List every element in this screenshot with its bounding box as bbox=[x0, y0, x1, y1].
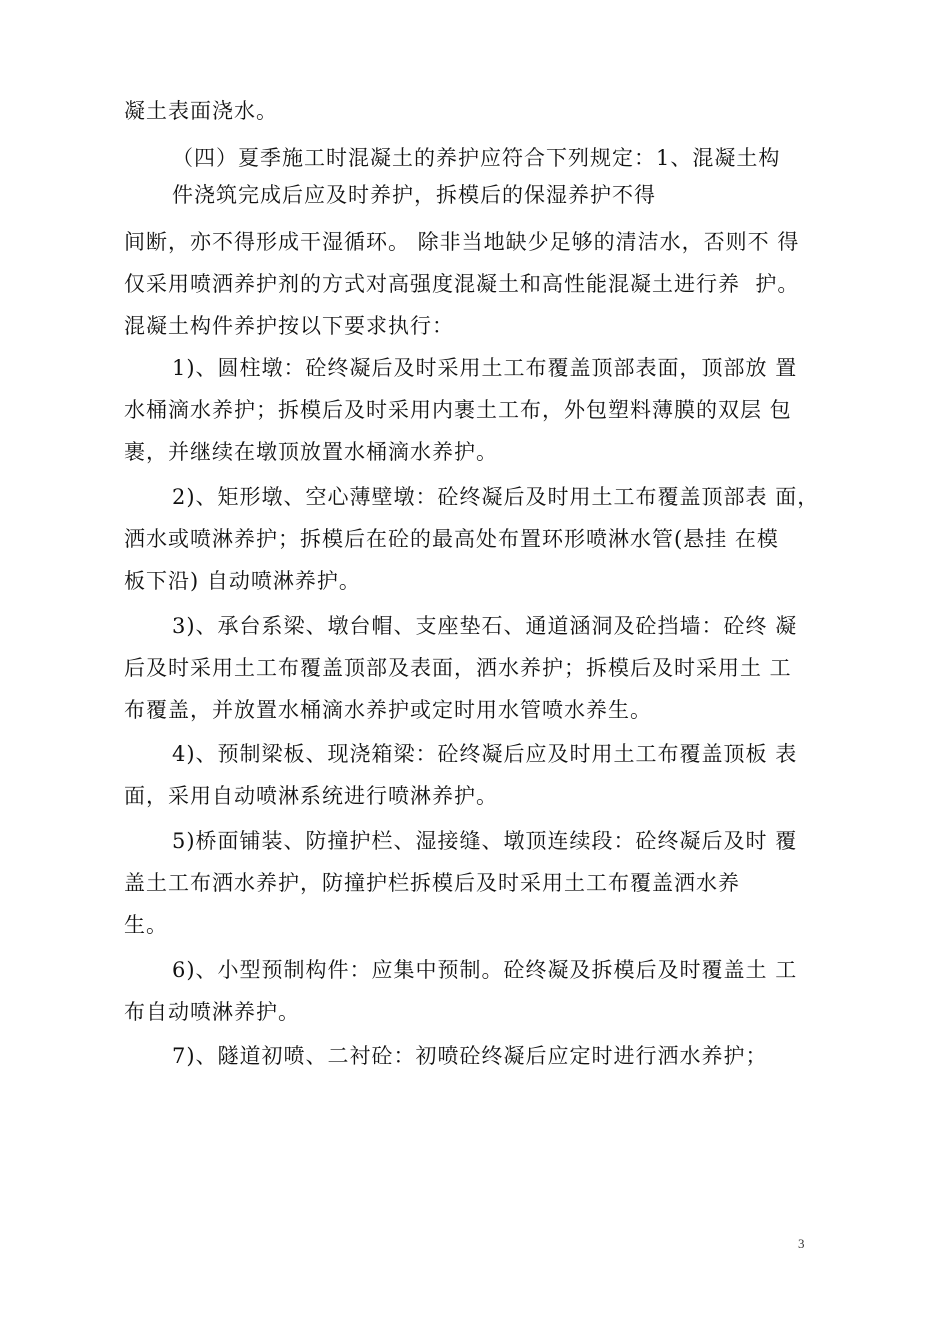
text-line: 5)桥面铺装、防撞护栏、湿接缝、墩顶连续段：砼终凝后及时 覆 bbox=[172, 829, 798, 853]
text-line: 1)、圆柱墩：砼终凝后及时采用土工布覆盖顶部表面，顶部放 置 bbox=[172, 356, 798, 380]
text-line: 布覆盖，并放置水桶滴水养护或定时用水管喷水养生。 bbox=[124, 698, 652, 722]
text-line: 混凝土构件养护按以下要求执行： bbox=[124, 314, 454, 338]
text-line: 件浇筑完成后应及时养护，拆模后的保湿养护不得 bbox=[172, 183, 656, 207]
text-line: 7)、隧道初喷、二衬砼：初喷砼终凝后应定时进行洒水养护； bbox=[172, 1044, 768, 1068]
text-line: 3)、承台系梁、墩台帽、支座垫石、通道涵洞及砼挡墙：砼终 凝 bbox=[172, 614, 798, 638]
text-line: 水桶滴水养护；拆模后及时采用内裹土工布，外包塑料薄膜的双层 包 bbox=[124, 398, 792, 422]
text-line: 洒水或喷淋养护；拆模后在砼的最高处布置环形喷淋水管(悬挂 在模 bbox=[124, 527, 779, 551]
text-line: 后及时采用土工布覆盖顶部及表面，洒水养护；拆模后及时采用土 工 bbox=[124, 656, 792, 680]
text-line: 裹，并继续在墩顶放置水桶滴水养护。 bbox=[124, 440, 498, 464]
text-line: 仅采用喷洒养护剂的方式对高强度混凝土和高性能混凝土进行养 护。 bbox=[124, 272, 800, 296]
text-line: 2)、矩形墩、空心薄壁墩：砼终凝后及时用土工布覆盖顶部表 面， bbox=[172, 485, 820, 509]
text-line: 间断，亦不得形成干湿循环。 除非当地缺少足够的清洁水，否则不 得 bbox=[124, 230, 800, 254]
text-line: 生。 bbox=[124, 913, 168, 937]
page-number: 3 bbox=[798, 1236, 805, 1251]
text-line: （四）夏季施工时混凝土的养护应符合下列规定：1、混凝土构 bbox=[172, 146, 781, 170]
text-line: 布自动喷淋养护。 bbox=[124, 1000, 300, 1024]
text-line: 板下沿) 自动喷淋养护。 bbox=[124, 569, 361, 593]
text-line: 6)、小型预制构件：应集中预制。砼终凝及拆模后及时覆盖土 工 bbox=[172, 958, 798, 982]
text-line: 4)、预制梁板、现浇箱梁：砼终凝后应及时用土工布覆盖顶板 表 bbox=[172, 742, 798, 766]
text-line: 凝土表面浇水。 bbox=[124, 99, 278, 123]
text-line: 面，采用自动喷淋系统进行喷淋养护。 bbox=[124, 784, 498, 808]
text-line: 盖土工布洒水养护，防撞护栏拆模后及时采用土工布覆盖洒水养 bbox=[124, 871, 740, 895]
